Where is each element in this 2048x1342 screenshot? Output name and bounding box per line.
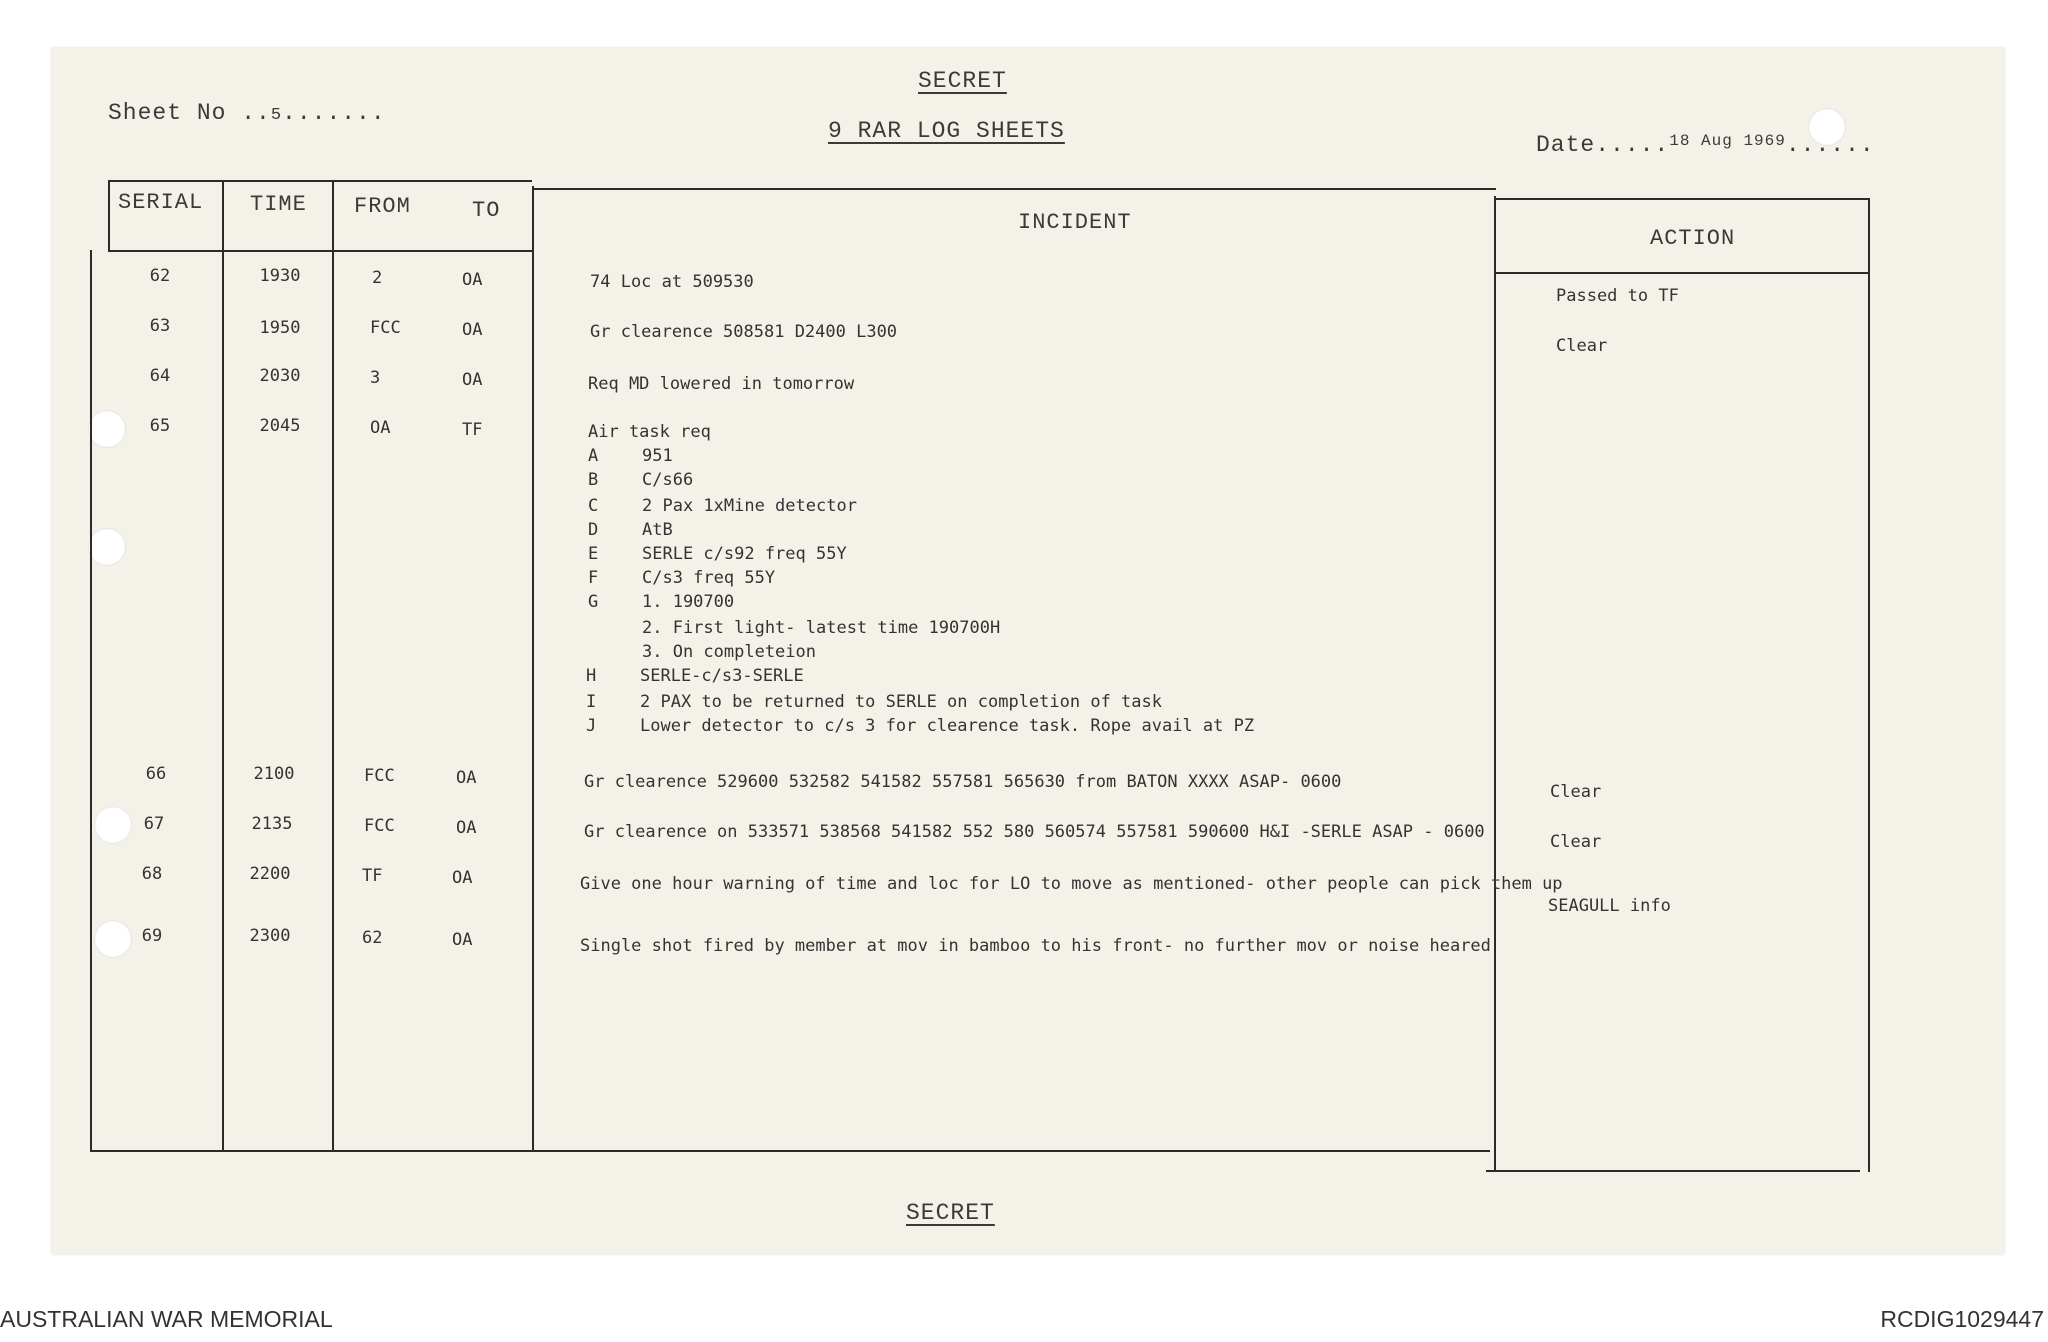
table-border (90, 1150, 1490, 1152)
to-cell: OA (462, 270, 483, 290)
time-cell: 2045 (259, 416, 301, 436)
list-item: 1. 190700 (642, 592, 735, 612)
list-item-letter: I (586, 692, 597, 712)
punch-hole (88, 410, 126, 448)
list-item: C/s66 (642, 470, 694, 490)
list-item: Lower detector to c/s 3 for clearence task. Rope avail at PZ (640, 716, 1255, 736)
to-cell: TF (462, 420, 483, 440)
to-cell: OA (452, 868, 473, 888)
from-cell: 3 (370, 368, 381, 388)
table-border (108, 180, 532, 182)
from-cell: 2 (372, 268, 383, 288)
punch-hole (88, 528, 126, 566)
column-header-from: FROM (354, 194, 411, 219)
list-item-letter: F (588, 568, 599, 588)
sheet-number: 5 (270, 106, 283, 125)
list-item-letter: B (588, 470, 599, 490)
time-cell: 2100 (253, 764, 295, 784)
to-cell: OA (462, 320, 483, 340)
incident-cell: Gr clearence 529600 532582 541582 557581 565630 from BATON XXXX ASAP- 0600 (584, 772, 1342, 792)
incident-cell: Single shot fired by member at mov in bamboo to his front- no further mov or noise heared (580, 936, 1491, 956)
incident-cell: 74 Loc at 509530 (590, 272, 754, 292)
header-divider (108, 250, 534, 252)
list-item: 951 (642, 446, 673, 466)
sheet-label: Sheet No (108, 100, 227, 126)
from-cell: 62 (362, 928, 383, 948)
action-cell: Passed to TF (1556, 286, 1679, 306)
column-divider (222, 180, 224, 1152)
archive-credit: AUSTRALIAN WAR MEMORIAL (0, 1306, 333, 1332)
list-item-letter: H (586, 666, 597, 686)
to-cell: OA (456, 818, 477, 838)
list-item-letter: E (588, 544, 599, 564)
classification-bottom: SECRET (906, 1200, 995, 1226)
date-field: Date.....$^{18 Aug 1969}$...... (1536, 132, 1875, 158)
serial-cell: 69 (141, 926, 163, 946)
incident-cell: Gr clearence 508581 D2400 L300 (590, 322, 898, 342)
document-title: 9 RAR LOG SHEETS (828, 118, 1065, 144)
time-cell: 2300 (249, 926, 291, 946)
classification-top: SECRET (918, 68, 1007, 94)
column-header-serial: SERIAL (118, 190, 204, 215)
column-header-time: TIME (250, 192, 307, 217)
time-cell: 2135 (251, 814, 293, 834)
sheet-number-field: Sheet No ..5....... (108, 100, 386, 126)
incident-cell: Air task req (588, 422, 711, 442)
from-cell: FCC (364, 766, 395, 786)
time-cell: 2030 (259, 366, 301, 386)
table-border (90, 250, 92, 1152)
to-cell: OA (462, 370, 483, 390)
column-divider (532, 186, 534, 1152)
list-item: 3. On completeion (642, 642, 816, 662)
list-item: SERLE-c/s3-SERLE (640, 666, 804, 686)
header-divider (1496, 272, 1870, 274)
list-item-letter: J (586, 716, 597, 736)
column-header-to: TO (472, 198, 501, 223)
column-header-incident: INCIDENT (1018, 210, 1132, 235)
time-cell: 1950 (259, 318, 301, 338)
action-cell: Clear (1556, 336, 1608, 356)
archive-reference: RCDIG1029447 (1880, 1306, 2044, 1332)
list-item: 2 Pax 1xMine detector (642, 496, 857, 516)
table-border (1496, 198, 1870, 200)
list-item-letter: C (588, 496, 599, 516)
date-label: Date (1536, 132, 1596, 158)
table-border (1868, 198, 1870, 1172)
table-border (1486, 1170, 1860, 1172)
incident-cell: Req MD lowered in tomorrow (588, 374, 855, 394)
serial-cell: 64 (149, 366, 171, 386)
table-border (108, 180, 110, 252)
date-value: 18 Aug 1969 (1669, 132, 1786, 150)
table-border (532, 188, 1496, 190)
column-header-action: ACTION (1650, 226, 1736, 251)
from-cell: TF (362, 866, 383, 886)
from-cell: FCC (364, 816, 395, 836)
serial-cell: 65 (149, 416, 171, 436)
serial-cell: 63 (149, 316, 171, 336)
list-item-letter: A (588, 446, 599, 466)
list-item: SERLE c/s92 freq 55Y (642, 544, 847, 564)
list-item: C/s3 freq 55Y (642, 568, 776, 588)
column-divider (332, 180, 334, 1152)
action-cell: Clear (1550, 782, 1602, 802)
list-item-letter: D (588, 520, 599, 540)
incident-cell: Give one hour warning of time and loc for LO to move as mentioned- other people can pick them up (580, 874, 1563, 894)
time-cell: 1930 (259, 266, 301, 286)
list-item: AtB (642, 520, 673, 540)
incident-cell: Gr clearence on 533571 538568 541582 552 580 560574 557581 590600 H&I -SERLE ASAP - 0600 (584, 822, 1485, 842)
from-cell: FCC (370, 318, 401, 338)
list-item: 2. First light- latest time 190700H (642, 618, 1001, 638)
serial-cell: 62 (149, 266, 171, 286)
column-divider (1494, 196, 1496, 1172)
from-cell: OA (370, 418, 391, 438)
serial-cell: 68 (141, 864, 163, 884)
action-cell: Clear (1550, 832, 1602, 852)
serial-cell: 67 (143, 814, 165, 834)
action-cell: SEAGULL info (1548, 896, 1671, 916)
to-cell: OA (456, 768, 477, 788)
serial-cell: 66 (145, 764, 167, 784)
punch-hole (94, 920, 132, 958)
to-cell: OA (452, 930, 473, 950)
list-item: 2 PAX to be returned to SERLE on completion of task (640, 692, 1162, 712)
punch-hole (94, 806, 132, 844)
list-item-letter: G (588, 592, 599, 612)
time-cell: 2200 (249, 864, 291, 884)
